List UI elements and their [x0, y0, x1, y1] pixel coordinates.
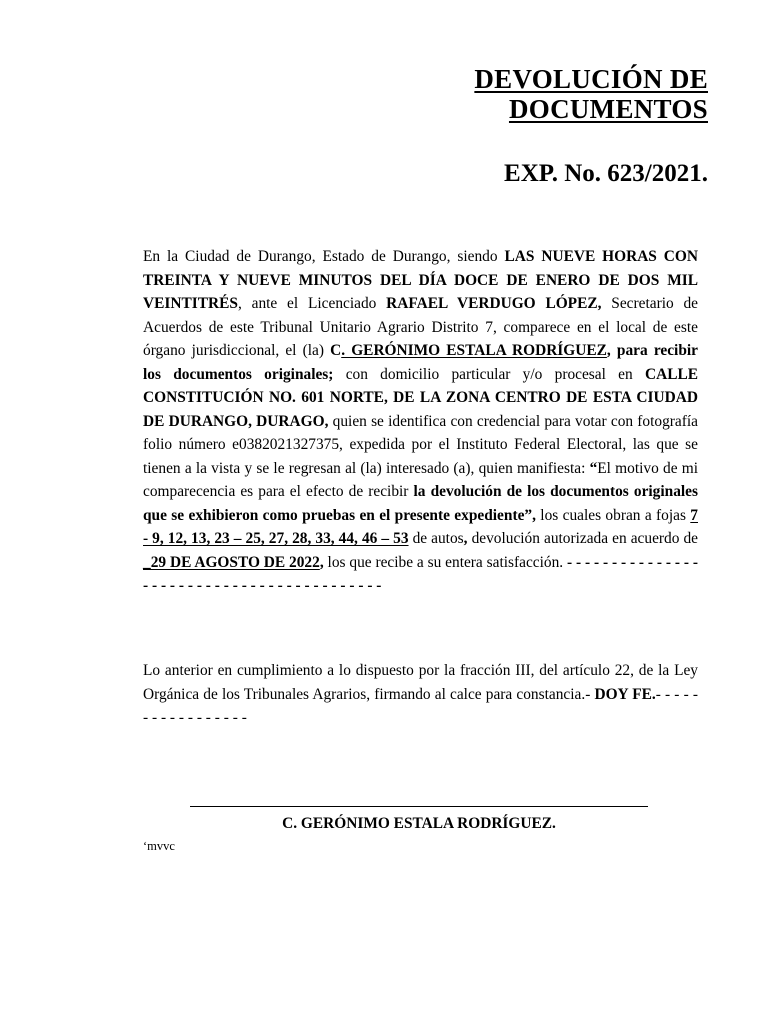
text-run: ,: [319, 553, 324, 571]
text-run: ,: [463, 530, 468, 547]
dash-fill: - - - - - - - - - - - - - - - - - - - - - - - - - - - - - - - - - - - - - - - - - -: [143, 553, 699, 594]
text-run: motivo de mi comparecencia es para el efecto de recibir: [143, 459, 698, 500]
expediente-number: EXP. No. 623/2021.: [504, 160, 708, 187]
secretary-name: RAFAEL VERDUGO LÓPEZ,: [386, 295, 602, 312]
document-title-line-2: DOCUMENTOS: [508, 94, 708, 124]
agreement-date: _29 DE AGOSTO DE 2022: [143, 553, 320, 571]
text-run: “: [589, 459, 598, 477]
signatory-name: C. GERÓNIMO ESTALA RODRÍGUEZ.: [282, 815, 556, 832]
date-time-text: LAS NUEVE HORAS CON TREINTA Y NUEVE MINUTOS DEL DÍA DOCE DE ENERO DE DOS MIL VEINTITRÉS: [143, 248, 698, 312]
main-paragraph: [143, 245, 698, 598]
text-run: Lo anterior en cumplimiento a lo dispuesto por la fracción III, del artículo 22, de la Ley Orgánica de los Tribunales Agrarios, firmando al calce para constancia.-: [143, 662, 698, 703]
text-run: de autos: [408, 530, 464, 547]
doy-fe-text: DOY FE.: [594, 685, 656, 703]
typist-initials: ‘mvvc: [143, 839, 175, 853]
purpose-text: , para recibir los documentos originales;: [143, 342, 698, 383]
text-run: los que recibe a su entera satisfacción.: [323, 553, 567, 571]
text-run: Secretario de Acuerdos de este Tribunal Unitario Agrario Distrito 7, comparece en el local de este órgano jurisdiccional, el (la): [143, 295, 698, 359]
text-run: En la Ciudad de Durango, Estado de Durango, siendo: [143, 248, 505, 265]
closing-paragraph: [143, 659, 698, 730]
text-run: , ante el Licenciado: [237, 295, 387, 312]
text-run: devolución autorizada en acuerdo de: [467, 530, 698, 547]
text-run: El: [597, 459, 611, 477]
statement-text: la devolución de los documentos originales que se exhibieron como pruebas en el presente expediente”,: [143, 483, 698, 524]
address-text: CALLE CONSTITUCIÓN NO. 601 NORTE, DE LA ZONA CENTRO DE ESTA CIUDAD DE DURANGO, DURAGO,: [143, 365, 698, 430]
document-title-line-1: DEVOLUCIÓN DE: [474, 64, 708, 94]
appearing-person-name: . GERÓNIMO ESTALA RODRÍGUEZ: [341, 342, 607, 359]
fojas-list: 7 - 9, 12, 13, 23 – 25, 27, 28, 33, 44, 46 – 53: [143, 506, 698, 547]
signature-line: [190, 806, 648, 807]
text-run: con domicilio particular y/o procesal en: [333, 365, 645, 383]
dash-fill: - - - - - - - - - - - - - - - - -: [143, 685, 698, 726]
text-run: quien se identifica con credencial para votar con fotografía folio número e0382021327375, expedida por el Instituto Federal Electoral, las que se tienen a la vista y se le regresan al (la) interesado (a), quien manifiesta:: [143, 412, 698, 477]
text-run: C: [330, 342, 342, 359]
text-run: los cuales obran a fojas: [535, 506, 691, 524]
